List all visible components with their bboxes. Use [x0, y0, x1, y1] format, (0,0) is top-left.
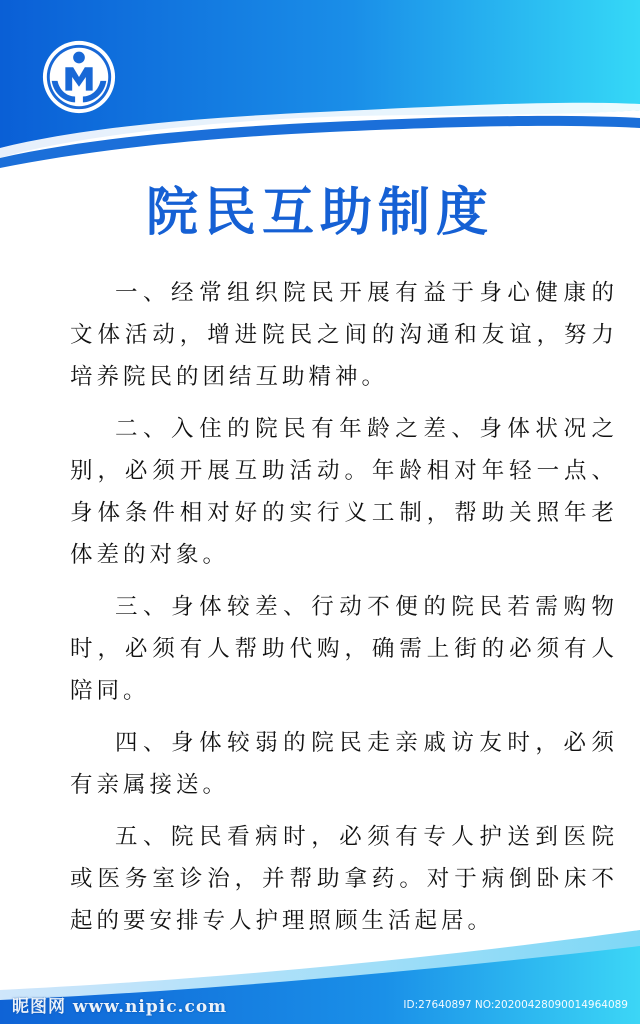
regulation-paragraph-1: 一、经常组织院民开展有益于身心健康的文体活动，增进院民之间的沟通和友谊，努力培养院民的团结互助精神。: [70, 280, 618, 390]
regulation-paragraph-2: 二、入住的院民有年龄之差、身体状况之别，必须开展互助活动。年龄相对年轻一点、身体条件相对好的实行义工制，帮助关照年老体差的对象。: [70, 416, 618, 568]
watermark-site-text: 昵图网 www.nipic.com: [12, 997, 228, 1017]
page-title: 院民互助制度: [145, 182, 494, 243]
regulation-body: [70, 272, 618, 952]
regulation-paragraph-3: 三、身体较差、行动不便的院民若需购物时，必须有人帮助代购，确需上街的必须有人陪同。: [70, 594, 618, 704]
watermark-bar: [0, 985, 640, 1024]
watermark-id-text: ID:27640897 NO:20200428090014964089: [403, 998, 628, 1011]
civil-affairs-logo-icon: [40, 38, 118, 116]
regulation-paragraph-5: 五、院民看病时，必须有专人护送到医院或医务室诊治，并帮助拿药。对于病倒卧床不起的要安排专人护理照顾生活起居。: [70, 824, 618, 934]
regulation-paragraph-4: 四、身体较弱的院民走亲戚访友时，必须有亲属接送。: [70, 730, 618, 798]
